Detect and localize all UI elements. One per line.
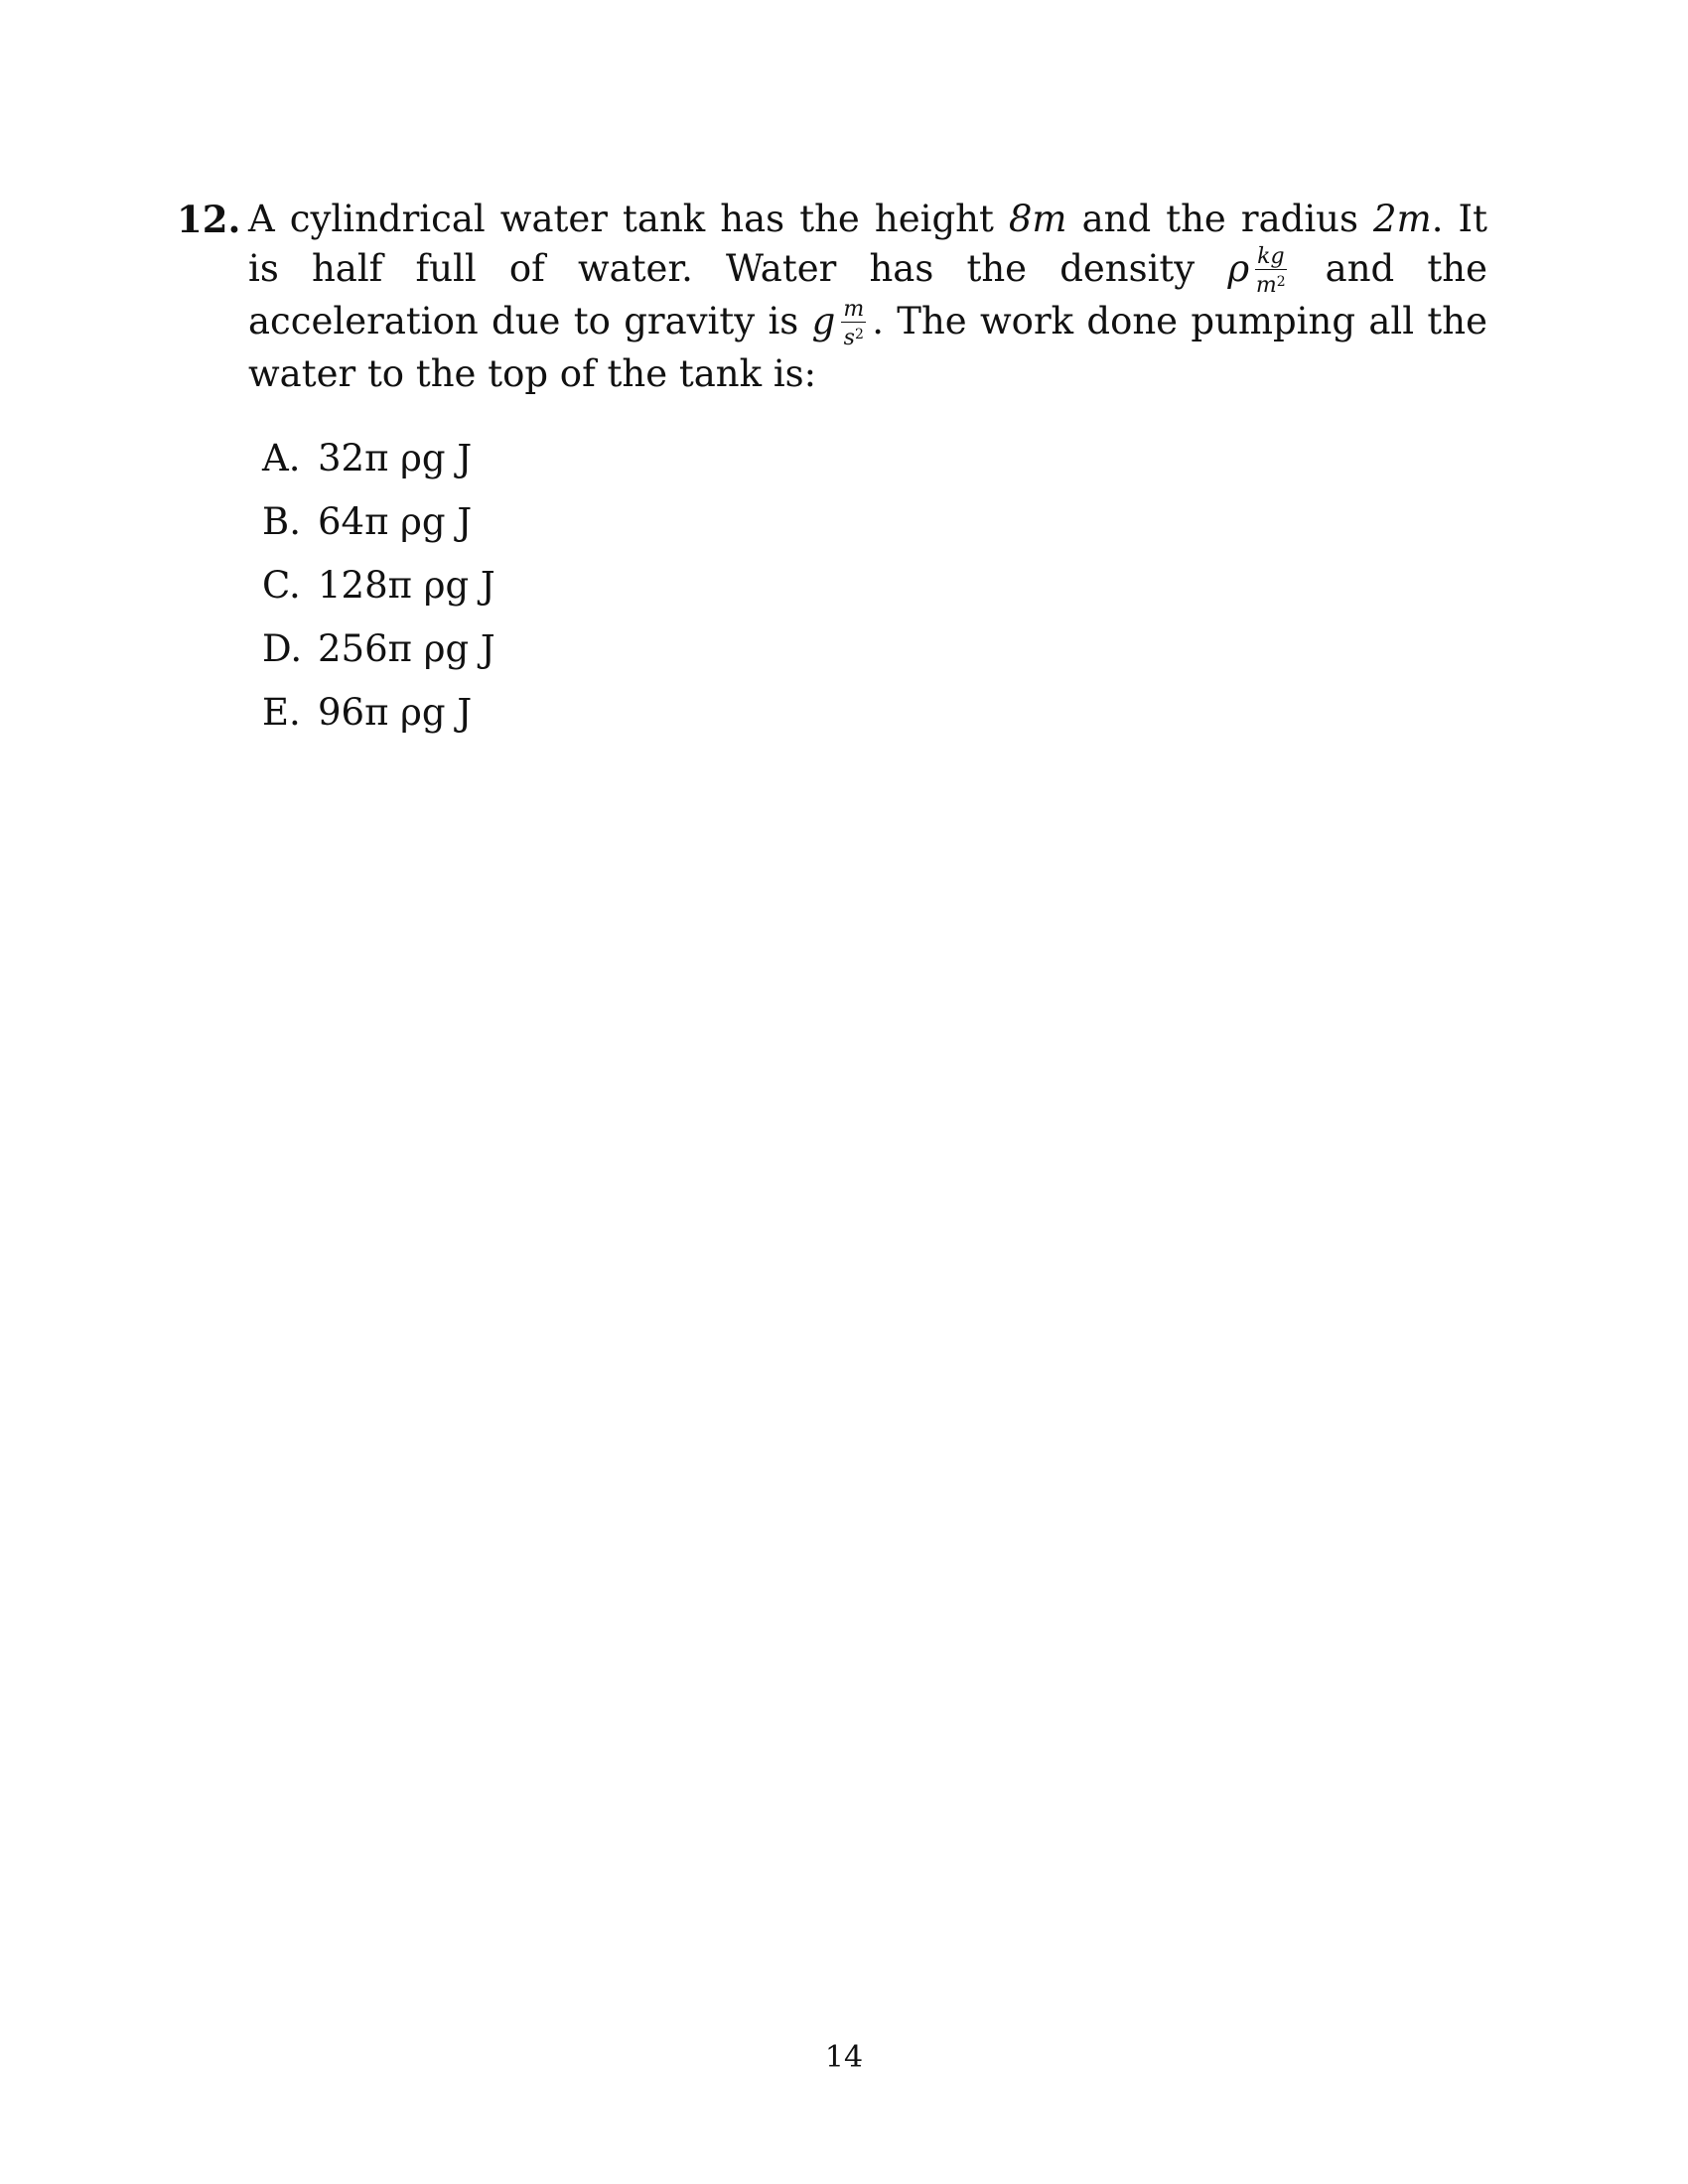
option-value: 256π ρg J: [318, 627, 495, 670]
gravity-unit-denominator: [841, 323, 866, 349]
option-b: [262, 490, 495, 554]
option-letter: D.: [262, 627, 303, 670]
option-value: 128π ρg J: [318, 564, 495, 607]
option-value: 96π ρg J: [318, 691, 473, 734]
tank-radius: 2m: [1373, 198, 1432, 240]
option-value: 32π ρg J: [318, 437, 473, 479]
option-letter: E.: [262, 691, 301, 734]
question-text-part: . It is half full of water. Water has the density: [248, 198, 1487, 290]
answer-options: [262, 427, 495, 745]
gravity-unit-den-exponent: 2: [854, 327, 864, 342]
gravity-unit-fraction: [841, 299, 866, 349]
question-text-part: A cylindrical water tank has the height: [248, 198, 1009, 240]
gravity-unit-numerator: m: [843, 297, 865, 322]
option-c: [262, 554, 495, 617]
gravity-unit-den-base: s: [843, 326, 855, 350]
page-number: 14: [824, 2040, 864, 2075]
gravity-symbol: g: [811, 300, 836, 342]
density-unit-den-base: m: [1255, 273, 1277, 298]
tank-height: 8m: [1008, 198, 1067, 240]
question-12: [177, 195, 1487, 399]
density-symbol: ρ: [1227, 247, 1250, 290]
option-letter: C.: [262, 564, 301, 607]
option-letter: A.: [262, 437, 301, 479]
question-number: 12.: [177, 198, 241, 241]
density-unit-numerator: kg: [1257, 244, 1285, 269]
question-text-part: . The work done pumping all the water to the top of the tank is:: [248, 300, 1487, 395]
option-value: 64π ρg J: [318, 500, 473, 543]
density-unit-denominator: [1255, 270, 1286, 297]
option-a: [262, 427, 495, 490]
question-text-part: and the acceleration due to gravity is: [248, 247, 1487, 342]
option-e: [262, 681, 495, 745]
density-unit-den-exponent: 2: [1276, 274, 1286, 290]
question-text-part: and the radius: [1066, 198, 1374, 240]
question-text: [248, 195, 1487, 399]
density-unit-fraction: [1255, 246, 1286, 297]
option-letter: B.: [262, 500, 301, 543]
option-d: [262, 617, 495, 681]
